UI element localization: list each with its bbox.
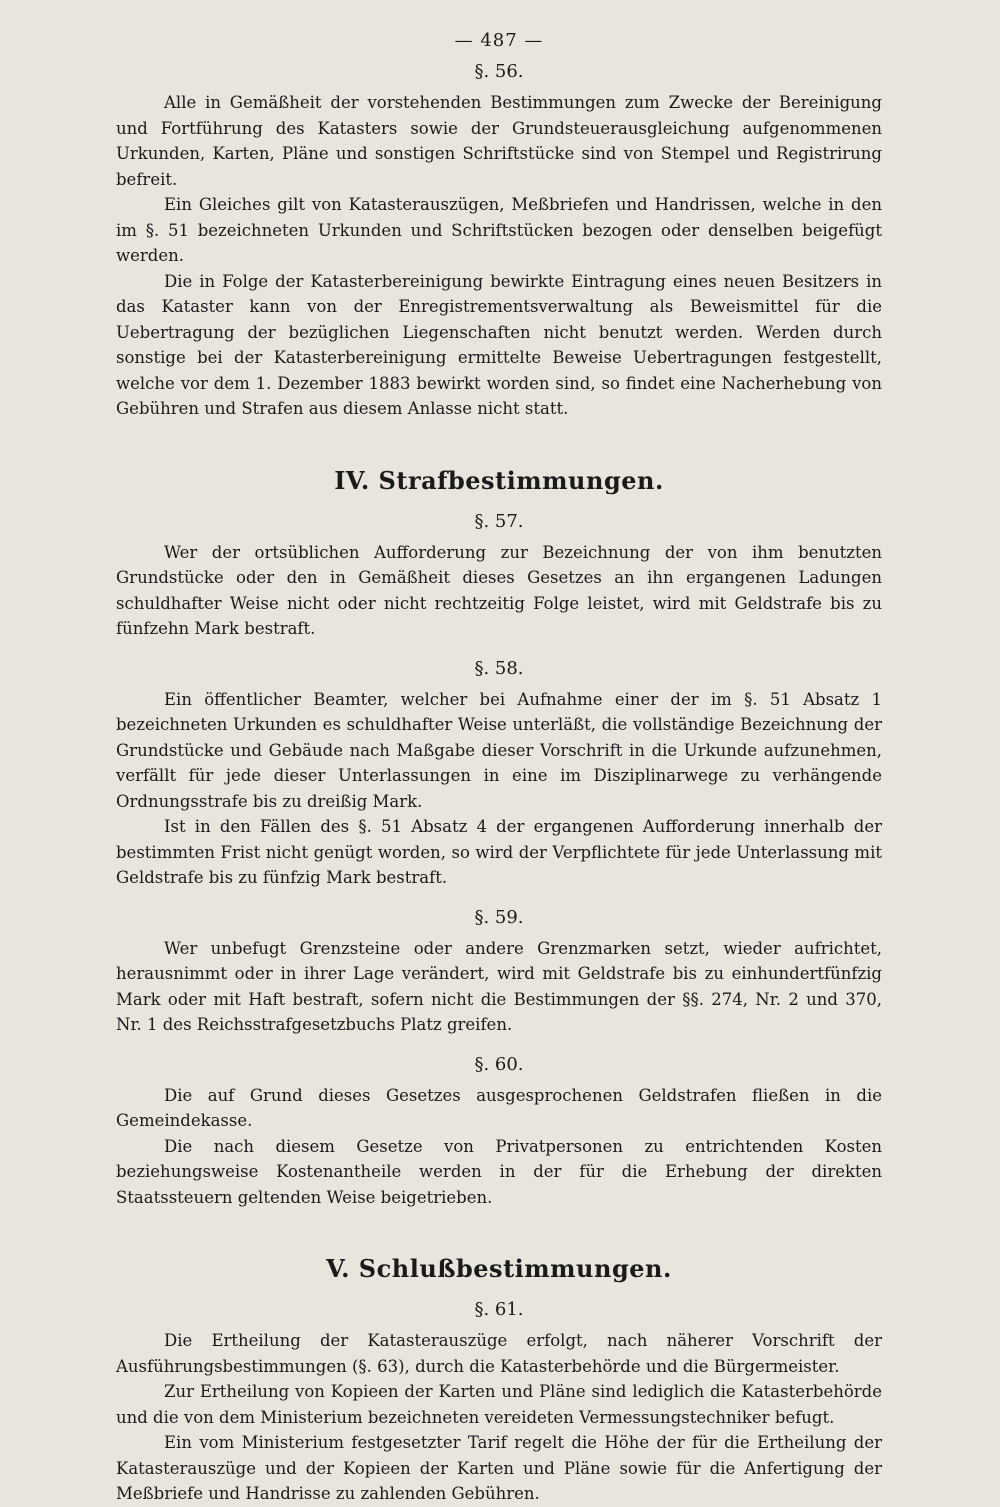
paragraph: Wer der ortsüblichen Aufforderung zur Bezeichnung der von ihm benutzten Grundstücke oder den in Gemäßheit dieses Gesetzes an ihn ergangenen Ladungen schuldhafter Weise nicht oder nicht rechtzeitig Folge leistet, wird mit Geldstrafe bis zu fünfzehn Mark bestraft. [116, 542, 882, 638]
paragraph: Ein vom Ministerium festgesetzter Tarif regelt die Höhe der für die Ertheilung der Katasterauszüge und der Kopieen der Karten und Pläne sowie für die Anfertigung der Meßbriefe und Handrisse zu zahlenden Gebühren. [116, 1433, 882, 1503]
paragraph: Ein öffentlicher Beamter, welcher bei Aufnahme einer der im §. 51 Absatz 1 bezeichneten Urkunden es schuldhafter Weise unterläßt, die vollständige Bezeichnung der Grundstücke und Gebäude nach Maßgabe dieser Vorschrift in die Urkunde aufzunehmen, verfällt für jede dieser Unterlassungen in eine im Disziplinarwege zu verhängende Ordnungsstrafe bis zu dreißig Mark. [116, 689, 882, 811]
page-number: — 487 — [454, 30, 544, 51]
paragraph: Die in Folge der Katasterbereinigung bewirkte Eintragung eines neuen Besitzers in das Kataster kann von der Enregistrementsverwaltung als Beweismittel für die Uebertragung der bezüglichen Liegenschaften nicht benutzt werden. Werden durch sonstige bei der Katasterbereinigung ermittelte Beweise Uebertragungen festgestellt, welche vor dem 1. Dezember 1883 bewirkt worden sind, so findet eine Nacherhebung von Gebühren und Strafen aus diesem Anlasse nicht statt. [116, 271, 882, 418]
section-61-heading: §. 61. [474, 1299, 524, 1320]
paragraph: Wer unbefugt Grenzsteine oder andere Grenzmarken setzt, wieder aufrichtet, herausnimmt oder in ihrer Lage verändert, wird mit Geldstrafe bis zu einhundertfünfzig Mark oder mit Haft bestraft, sofern nicht die Bestimmungen der §§. 274, Nr. 2 und 370, Nr. 1 des Reichsstrafgesetzbuchs Platz greifen. [116, 938, 882, 1034]
section-59-heading: §. 59. [474, 906, 524, 928]
section-57-heading: §. 57. [474, 510, 524, 532]
paragraph: Zur Ertheilung von Kopieen der Karten und Pläne sind lediglich die Katasterbehörde und die von dem Ministerium bezeichneten vereideten Vermessungstechniker befugt. [116, 1382, 882, 1427]
paragraph: Ein Gleiches gilt von Katasterauszügen, Meßbriefen und Handrissen, welche in den im §. 51 bezeichneten Urkunden und Schriftstücken bezogen oder denselben beigefügt werden. [116, 195, 882, 265]
chapter-iv-heading: IV. Strafbestimmungen. [334, 465, 664, 495]
paragraph: Die Ertheilung der Katasterauszüge erfolgt, nach näherer Vorschrift der Ausführungsbestimmungen (§. 63), durch die Katasterbehörde und die Bürgermeister. [116, 1331, 882, 1376]
section-56-heading: §. 56. [474, 61, 524, 82]
paragraph: Die auf Grund dieses Gesetzes ausgesprochenen Geldstrafen fließen in die Gemeindekasse. [116, 1085, 882, 1130]
paragraph: Die nach diesem Gesetze von Privatpersonen zu entrichtenden Kosten beziehungsweise Kostenantheile werden in der für die Erhebung der direkten Staatssteuern geltenden Weise beigetrieben. [116, 1136, 882, 1207]
paragraph: Ist in den Fällen des §. 51 Absatz 4 der ergangenen Aufforderung innerhalb der bestimmten Frist nicht genügt worden, so wird der Verpflichtete für jede Unterlassung mit Geldstrafe bis zu fünfzig Mark bestraft. [116, 817, 882, 887]
chapter-v-heading: V. Schlußbestimmungen. [326, 1254, 672, 1283]
paragraph: Alle in Gemäßheit der vorstehenden Bestimmungen zum Zwecke der Bereinigung und Fortführung des Katasters sowie der Grundsteuerausgleichung aufgenommenen Urkunden, Karten, Pläne und sonstigen Schriftstücke sind von Stempel und Registrirung befreit. [116, 93, 882, 189]
section-58-heading: §. 58. [474, 657, 524, 679]
section-60-heading: §. 60. [474, 1053, 524, 1075]
